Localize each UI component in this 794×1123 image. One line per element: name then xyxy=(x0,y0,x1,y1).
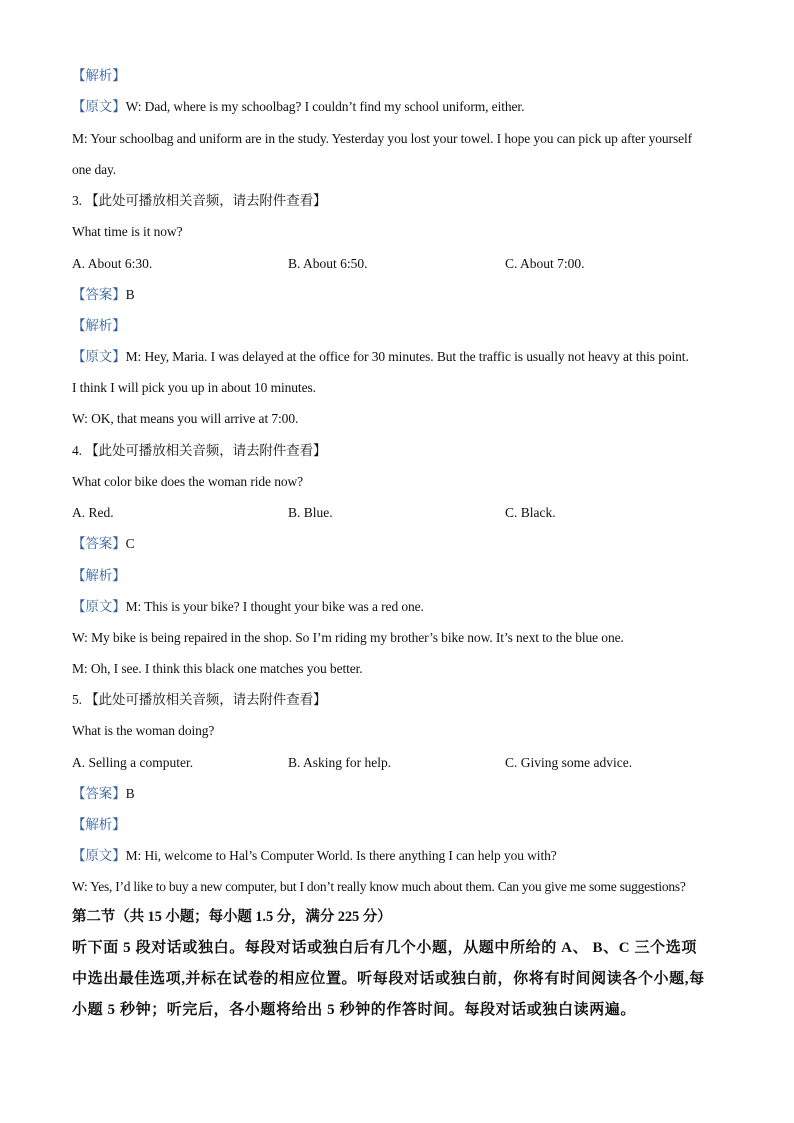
transcript-text: W: Yes, I’d like to buy a new computer, but I don’t really know much about them. Can you give me some suggestions? xyxy=(72,879,686,894)
instruction-line: 听下面 5 段对话或独白。每段对话或独白后有几个小题，从题中所给的 A、 B、C 三个选项 xyxy=(72,940,697,956)
question-header: 5. 【此处可播放相关音频，请去附件查看】 xyxy=(72,692,327,707)
option-c: C. Black. xyxy=(505,505,556,520)
instruction-line: 小题 5 秒钟；听完后，各小题将给出 5 秒钟的作答时间。每段对话或独白读两遍。 xyxy=(72,1002,637,1018)
analysis-label: 【解析】 xyxy=(72,318,126,333)
question-text: What color bike does the woman ride now? xyxy=(72,474,304,489)
transcript-label: 【原文】 xyxy=(72,349,126,364)
option-a: A. Selling a computer. xyxy=(72,755,194,770)
question-text: What is the woman doing? xyxy=(72,723,215,738)
option-c: C. Giving some advice. xyxy=(505,755,633,770)
answer-value: B xyxy=(125,786,135,801)
transcript-text: W: My bike is being repaired in the shop. So I’m riding my brother’s bike now. It’s next to the blue one. xyxy=(72,630,624,645)
option-b: B. Asking for help. xyxy=(288,755,392,770)
transcript-text: one day. xyxy=(72,162,117,177)
transcript-text: M: Oh, I see. I think this black one matches you better. xyxy=(72,661,363,676)
answer-line xyxy=(72,286,135,304)
answer-line xyxy=(72,535,135,553)
transcript-text: I think I will pick you up in about 10 minutes. xyxy=(72,380,316,395)
transcript-label: 【原文】 xyxy=(72,99,126,114)
answer-value: C xyxy=(125,536,135,551)
question-text: What time is it now? xyxy=(72,224,183,239)
transcript-line xyxy=(72,598,424,616)
transcript-label: 【原文】 xyxy=(72,848,126,863)
transcript-text: M: This is your bike? I thought your bike was a red one. xyxy=(125,599,424,614)
option-b: B. Blue. xyxy=(288,505,333,520)
transcript-line xyxy=(72,847,557,865)
transcript-line xyxy=(72,348,689,366)
analysis-label: 【解析】 xyxy=(72,68,126,83)
answer-value: B xyxy=(125,287,135,302)
question-header: 4. 【此处可播放相关音频，请去附件查看】 xyxy=(72,443,327,458)
analysis-label: 【解析】 xyxy=(72,568,126,583)
transcript-text: W: OK, that means you will arrive at 7:00. xyxy=(72,411,299,426)
transcript-text: W: Dad, where is my schoolbag? I couldn’t find my school uniform, either. xyxy=(125,99,525,114)
instruction-line: 中选出最佳选项,并标在试卷的相应位置。听每段对话或独白前，你将有时间阅读各个小题,每 xyxy=(72,971,705,987)
analysis-label: 【解析】 xyxy=(72,817,126,832)
section-title: 第二节（共 15 小题；每小题 1.5 分，满分 225 分） xyxy=(72,909,392,925)
transcript-text: M: Hey, Maria. I was delayed at the office for 30 minutes. But the traffic is usually not heavy at this point. xyxy=(125,349,689,364)
transcript-text: M: Hi, welcome to Hal’s Computer World. Is there anything I can help you with? xyxy=(125,848,557,863)
answer-line xyxy=(72,785,135,803)
transcript-line xyxy=(72,98,524,116)
answer-label: 【答案】 xyxy=(72,287,126,302)
option-b: B. About 6:50. xyxy=(288,256,368,271)
option-a: A. Red. xyxy=(72,505,114,520)
answer-label: 【答案】 xyxy=(72,536,126,551)
transcript-label: 【原文】 xyxy=(72,599,126,614)
transcript-text: M: Your schoolbag and uniform are in the study. Yesterday you lost your towel. I hope you can pick up after yourself xyxy=(72,131,693,146)
question-header: 3. 【此处可播放相关音频，请去附件查看】 xyxy=(72,193,327,208)
answer-label: 【答案】 xyxy=(72,786,126,801)
option-a: A. About 6:30. xyxy=(72,256,153,271)
option-c: C. About 7:00. xyxy=(505,256,585,271)
